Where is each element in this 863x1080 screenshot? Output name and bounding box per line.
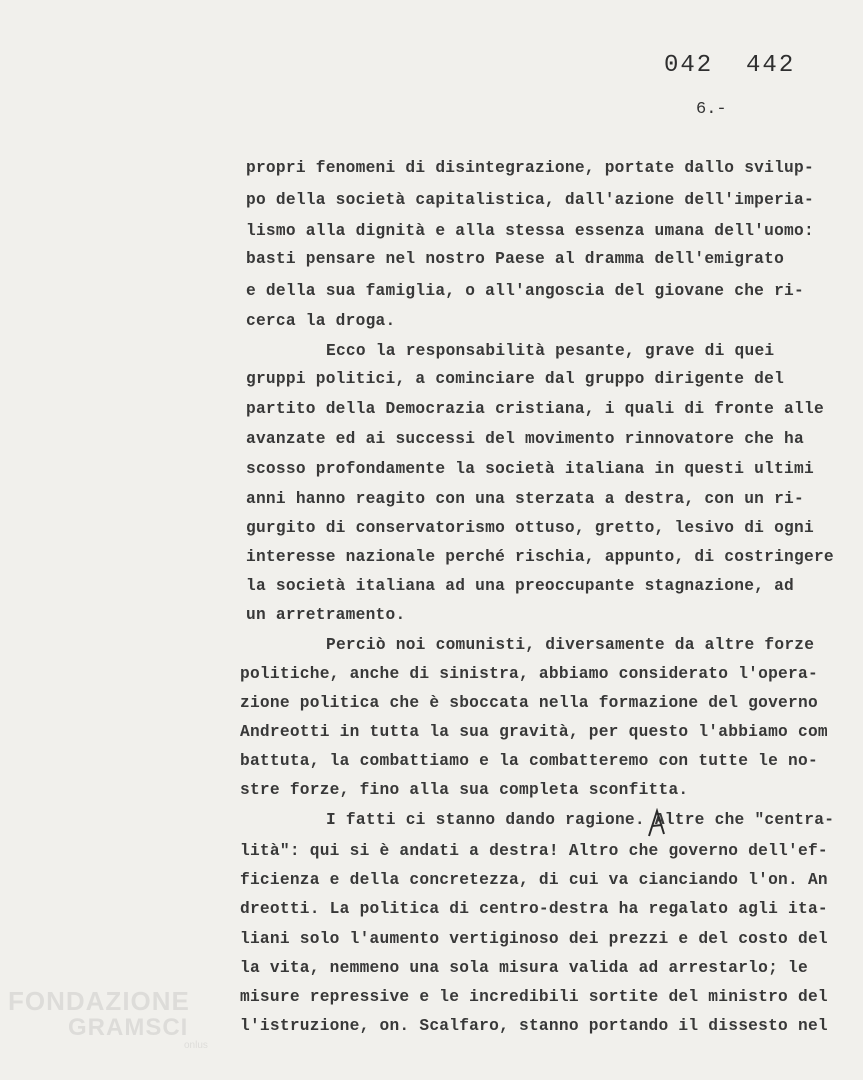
text-line: interesse nazionale perché rischia, appunto, di costringere [246,548,834,566]
text-line: politiche, anche di sinistra, abbiamo considerato l'opera- [240,665,818,683]
text-line: gruppi politici, a cominciare dal gruppo dirigente del [246,370,785,388]
text-line: la società italiana ad una preoccupante stagnazione, ad [246,577,795,595]
handwritten-correction-mark [646,808,668,838]
page-number: 6.- [696,100,727,119]
text-line: propri fenomeni di disintegrazione, portate dallo svilup- [246,159,814,177]
document-number: 042 442 [664,52,796,79]
text-line: misure repressive e le incredibili sortite del ministro del [240,988,828,1006]
text-line: stre forze, fino alla sua completa sconfitta. [240,781,689,799]
text-line: Perciò noi comunisti, diversamente da altre forze [326,636,815,654]
text-line: lità": qui si è andati a destra! Altro che governo dell'ef- [240,842,828,860]
text-line: Andreotti in tutta la sua gravità, per questo l'abbiamo com [240,723,828,741]
text-line: e della sua famiglia, o all'angoscia del giovane che ri- [246,282,804,300]
text-line: liani solo l'aumento vertiginoso dei prezzi e del costo del [240,930,828,948]
text-line: anni hanno reagito con una sterzata a destra, con un ri- [246,490,804,508]
text-line: scosso profondamente la società italiana in questi ultimi [246,460,814,478]
watermark-line2: GRAMSCI [68,1014,189,1041]
text-line: Ecco la responsabilità pesante, grave di quei [326,342,775,360]
watermark-line1: FONDAZIONE [8,986,190,1016]
text-line: basti pensare nel nostro Paese al dramma dell'emigrato [246,250,785,268]
text-line: la vita, nemmeno una sola misura valida ad arrestarlo; le [240,959,808,977]
text-line: un arretramento. [246,606,406,624]
text-line: l'istruzione, on. Scalfaro, stanno portando il dissesto nel [240,1017,828,1035]
text-line: avanzate ed ai successi del movimento rinnovatore che ha [246,430,804,448]
watermark-line3: onlus [184,1040,208,1051]
text-line: battuta, la combattiamo e la combatteremo con tutte le no- [240,752,818,770]
text-line: lismo alla dignità e alla stessa essenza umana dell'uomo: [246,222,814,240]
watermark-logo [8,986,218,1056]
text-line: po della società capitalistica, dall'azione dell'imperia- [246,191,814,209]
text-line: cerca la droga. [246,312,396,330]
text-line: partito della Democrazia cristiana, i quali di fronte alle [246,400,824,418]
text-line: gurgito di conservatorismo ottuso, gretto, lesivo di ogni [246,519,814,537]
text-line: zione politica che è sboccata nella formazione del governo [240,694,818,712]
text-line: dreotti. La politica di centro-destra ha regalato agli ita- [240,900,828,918]
text-line: I fatti ci stanno dando ragione. Altre che "centra- [326,811,835,829]
text-line: ficienza e della concretezza, di cui va cianciando l'on. An [240,871,828,889]
